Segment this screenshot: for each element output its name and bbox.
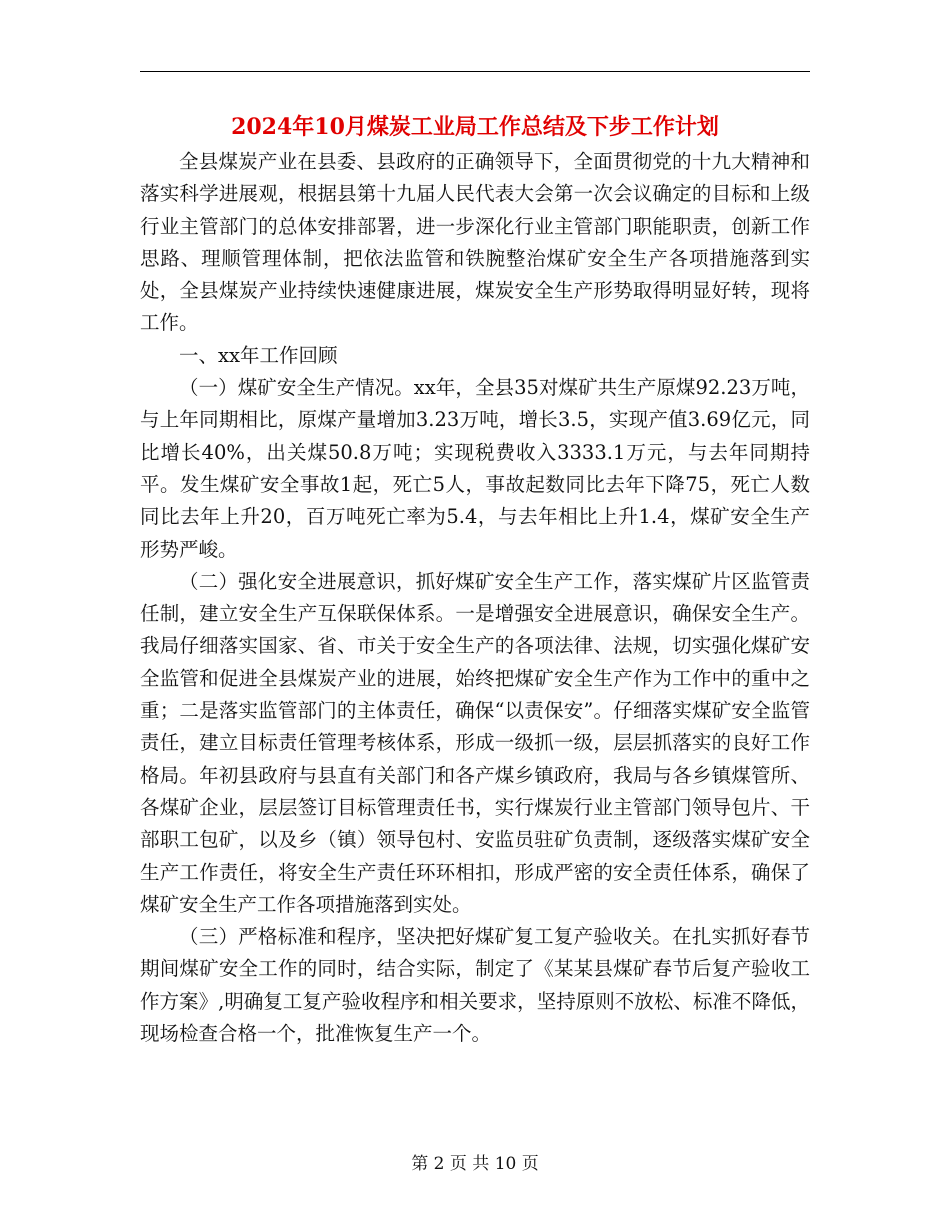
document-body xyxy=(140,146,810,1050)
paragraph-safety-production: （一）煤矿安全生产情况。xx年，全县35对煤矿共生产原煤92.23万吨，与上年同期相比，原煤产量增加3.23万吨，增长3.5，实现产值3.69亿元，同比增长40%，出关煤50.8万吨；实现税费收入3333.1万元，与去年同期持平。发生煤矿安全事故1起，死亡5人，事故起数同比去年下降75，死亡人数同比去年上升20，百万吨死亡率为5.4，与去年相比上升1.4，煤矿安全生产形势严峻。 xyxy=(140,376,810,561)
header-rule xyxy=(140,71,810,72)
document-title: 2024年10月煤炭工业局工作总结及下步工作计划 xyxy=(231,114,719,140)
page-number-footer: 第 2 页 共 10 页 xyxy=(411,1154,539,1174)
section-heading-review: 一、xx年工作回顾 xyxy=(179,343,338,367)
paragraph-intro: 全县煤炭产业在县委、县政府的正确领导下，全面贯彻党的十九大精神和落实科学进展观，根据县第十九届人民代表大会第一次会议确定的目标和上级行业主管部门的总体安排部署，进一步深化行业主管部门职能职责，创新工作思路、理顺管理体制，把依法监管和铁腕整治煤矿安全生产各项措施落到实处，全县煤炭产业持续快速健康进展，煤炭安全生产形势取得明显好转，现将工作。 xyxy=(140,150,810,335)
paragraph-safety-awareness: （二）强化安全进展意识，抓好煤矿安全生产工作，落实煤矿片区监管责任制，建立安全生产互保联保体系。一是增强安全进展意识，确保安全生产。我局仔细落实国家、省、市关于安全生产的各项法律、法规，切实强化煤矿安全监管和促进全县煤炭产业的进展，始终把煤矿安全生产作为工作中的重中之重；二是落实监管部门的主体责任，确保“以责保安”。仔细落实煤矿安全监管责任，建立目标责任管理考核体系，形成一级抓一级，层层抓落实的良好工作格局。年初县政府与县直有关部门和各产煤乡镇政府，我局与各乡镇煤管所、各煤矿企业，层层签订目标管理责任书，实行煤炭行业主管部门领导包片、干部职工包矿，以及乡（镇）领导包村、安监员驻矿负责制，逐级落实煤矿安全生产工作责任，将安全生产责任环环相扣，形成严密的安全责任体系，确保了煤矿安全生产工作各项措施落到实处。 xyxy=(140,569,810,916)
paragraph-resumption-acceptance: （三）严格标准和程序，坚决把好煤矿复工复产验收关。在扎实抓好春节期间煤矿安全工作的同时，结合实际，制定了《某某县煤矿春节后复产验收工作方案》,明确复工复产验收程序和相关要求，坚持原则不放松、标准不降低，现场检查合格一个，批准恢复生产一个。 xyxy=(140,925,810,1046)
